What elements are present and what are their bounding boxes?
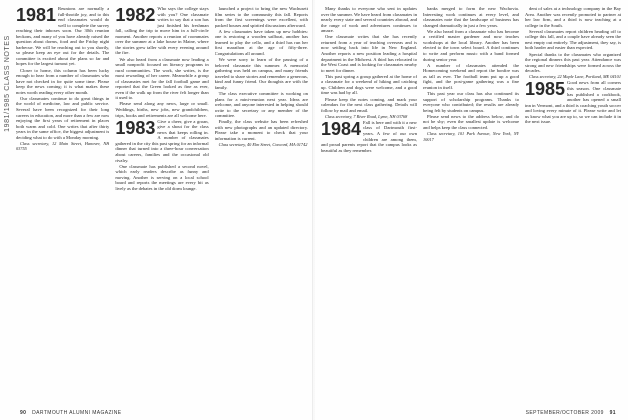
class-note-paragraph xyxy=(215,57,308,90)
class-note-paragraph xyxy=(115,57,208,101)
right-page xyxy=(315,0,628,420)
note-text: Special thanks to the classmates who organized the regional dinners this past year. Attendance was strong and new friendships were formed across the decades. xyxy=(525,51,621,74)
note-text: One classmate writes that she has recently returned from a year of teaching overseas and is now settling back into life in New England. Another reports a new position leading a hospital department in the Midwest. A third has relocated to the West Coast and is looking for classmates nearby to meet for dinner. xyxy=(321,34,417,73)
class-year-entry xyxy=(115,119,208,163)
class-note-paragraph xyxy=(423,29,519,62)
note-text: A few classmates have taken up new hobbies: one is restoring a wooden sailboat, another has learned to play the cello, and a third has run her first marathon at the age of fifty-three. Congratulations all around. xyxy=(214,28,308,56)
class-note-paragraph xyxy=(115,101,208,118)
note-text: dent of sales at a technology company in the Bay Area. Another was recently promoted to partner at her law firm, and a third is now teaching at a college in the South. xyxy=(525,6,621,28)
class-year-entry xyxy=(16,6,109,67)
class-secretary-contact: Class secretary, 22 Maple Lane, Portland, ME 04101 xyxy=(529,74,621,80)
class-year-heading: 1981 xyxy=(16,6,57,25)
note-text: We also heard from a classmate now leading a small nonprofit focused on literacy programs in rural communities. The work, she writes, is the most rewarding of her career. Meanwhile a group of classmates met for the fall football game and reported that the Green looked as fine as ever, even if the walk up from the river felt longer than it used to. xyxy=(115,56,209,101)
note-text: Please send news to the address below, and do not be shy; even the smallest update is welcome and helps keep the class connected. xyxy=(423,113,519,130)
class-note-paragraph xyxy=(321,74,417,96)
class-secretary-contact: Class secretary, 12 Main Street, Hanover, NH 03755 xyxy=(16,140,110,152)
class-note-paragraph xyxy=(423,91,519,113)
note-text: A number of classmates attended the Homecoming weekend and report the bonfire was as tall as ever. The football team put up a good fight, and the post-game gathering was a fine reunion in itself. xyxy=(423,62,519,90)
note-text: We were sorry to learn of the passing of a beloved classmate this summer. A memorial gathering was held on campus, and many friends traveled to share stories and remember a generous, kind and funny friend. Our thoughts are with the family. xyxy=(214,57,308,90)
class-note-paragraph xyxy=(525,52,621,74)
note-text: Please send along any news, large or small. Weddings, births, new jobs, new grandchildren, trips, books and retirements are all welcome here. xyxy=(115,101,209,118)
class-note-paragraph xyxy=(525,6,621,28)
class-year-heading: 1982 xyxy=(115,6,156,25)
class-note-paragraph xyxy=(321,34,417,73)
class-year-heading: 1985 xyxy=(525,79,566,100)
note-text: launched a project to bring the new Wachusett film series to the community this fall. Reports from the first screenings were excellent, with packed houses and spirited discussions afterward. xyxy=(214,6,308,28)
right-folio-title: SEPTEMBER/OCTOBER 2009 xyxy=(525,410,604,416)
note-text: Who says the college stays with you? One classmate writes to say that a son has just finished his freshman fall, calling the trip to move him in a full-circle moment. Another reports a reunion of roommates over the summer at a lake house in Maine, where the stories grew taller with every evening around the fire. xyxy=(115,6,209,56)
right-column-1 xyxy=(321,6,417,404)
left-columns xyxy=(16,6,308,404)
note-text: Several classmates report children heading off to college this fall, and a couple have already seen the nest empty out entirely. The adjustment, they say, is both harder and easier than expected. xyxy=(525,28,621,51)
right-folio xyxy=(526,410,620,416)
class-year-heading: 1983 xyxy=(115,117,156,138)
note-text: The class executive committee is working on plans for a mini-reunion next year. Ideas are welcome, and anyone interested in helping should write to the secretary or any member of the committee. xyxy=(214,90,308,119)
class-note-paragraph xyxy=(423,63,519,91)
note-text: Good news from all corners this season. One classmate has published a cookbook, another has opened a small inn in Vermont, and a third is coaching youth soccer and loving every minute of it. Please write and let us know what you are up to, so we can include it in the next issue. xyxy=(525,80,621,125)
class-note-paragraph xyxy=(16,68,109,96)
class-year-entry xyxy=(115,6,208,56)
class-year-entry xyxy=(525,80,621,124)
left-folio xyxy=(16,410,122,416)
right-page-number: 91 xyxy=(609,410,616,416)
class-secretary-contact: Class secretary, 40 Elm Street, Concord, MA 01742 xyxy=(218,142,308,148)
class-note-paragraph xyxy=(525,29,621,51)
note-text: Reunions are normally a full-throttle joy, and to this end classmates would do well to complete the survey reaching their inboxes soon. Our 30th reunion beckons, and many of you have already raised the question about dorms, food and the Friday night barbecue. We will be reaching out to you shortly, so please keep an eye out for the details. The committee is excited about the plans so far and hopes for the largest turnout yet. xyxy=(16,6,110,67)
class-secretary-contact: Class secretary, 7 River Road, Lyme, NH 03768 xyxy=(325,113,408,119)
class-note-paragraph xyxy=(16,96,109,140)
class-note-paragraph xyxy=(321,6,417,34)
note-text: Please keep the notes coming, and mark your calendars for the next class gathering. Details will follow by mail and email. xyxy=(321,96,417,113)
right-columns xyxy=(321,6,621,404)
note-text: This past year our class has also continued its support of scholarship programs. Thanks to everyone who contributed; the results are already being felt by students on campus. xyxy=(423,90,519,113)
class-note-paragraph xyxy=(321,97,417,114)
class-note-paragraph xyxy=(215,91,308,119)
class-note-paragraph xyxy=(423,114,519,131)
class-year-entry xyxy=(321,120,417,153)
note-text: Give a cheer, give a groan, give a shout for the class news that keeps rolling in. A number of classmates gathered in the city this past spring for an informal dinner that turned into a three-hour conversation about careers, families and the occasional old rivalry. xyxy=(115,118,209,163)
note-text: Our classmates continue to do great things in the world of medicine, law and public service. Several have been recognized for their long careers in education, and more than a few are now enjoying the first years of retirement in places both warm and cold. One writes that after thirty years in the same office, the biggest adjustment is deciding what to do with a Monday morning. xyxy=(16,95,110,140)
class-note-paragraph xyxy=(215,6,308,28)
class-note-paragraph xyxy=(215,119,308,141)
note-text: Closer to home, this column has been lucky enough to hear from a number of classmates who have not checked in for quite some time. Please keep the news coming; it is what makes these notes worth reading every other month. xyxy=(16,67,110,95)
class-note-paragraph xyxy=(423,6,519,28)
left-page-number: 90 xyxy=(20,410,27,416)
section-side-tab xyxy=(0,8,14,158)
left-page xyxy=(0,0,313,420)
left-column-2 xyxy=(115,6,208,404)
note-text: This past spring a group gathered at the home of a classmate for a weekend of hiking and catching up. Children and dogs were welcome, and a good time was had by all. xyxy=(321,73,417,96)
note-text: banks merged to form the new Wachovia. Interesting work continues at every level, and classmates note that the landscape of business has changed dramatically in just a few years. xyxy=(423,6,519,28)
left-column-3 xyxy=(215,6,308,404)
note-text: Fall is here and with it a new class of Dartmouth first-years. A few of our own children are among them, and proud parents report that the campus looks as beautiful as they remember. xyxy=(321,119,417,153)
note-text: Many thanks to everyone who sent in updates over the summer. We have heard from classmates in nearly every state and several countries abroad, and the range of work and adventures continues to amaze. xyxy=(321,6,417,34)
note-text: Finally, the class website has been refreshed with new photographs and an updated directory. Please take a moment to check that your information is current. xyxy=(214,119,308,141)
left-folio-title: DARTMOUTH ALUMNI MAGAZINE xyxy=(32,410,122,416)
note-text: One classmate has published a second novel, which early readers describe as funny and moving. Another is serving on a local school board and reports the meetings are every bit as lively as the debates in the old dorm lounge. xyxy=(115,163,209,191)
left-column-1 xyxy=(16,6,109,404)
class-note-paragraph xyxy=(215,29,308,57)
right-column-2 xyxy=(423,6,519,404)
side-tab-label: 1981/1985 CLASS NOTES xyxy=(3,34,11,132)
class-note-paragraph xyxy=(115,164,208,192)
class-secretary-contact: Class secretary, 101 Park Avenue, New York, NY 10017 xyxy=(423,131,519,142)
right-column-3 xyxy=(525,6,621,404)
note-text: We also heard from a classmate who has become a certified master gardener and now teaches workshops at the local library. Another has been elected to the town select board. A third continues to write and perform music with a band formed during senior year. xyxy=(423,28,519,62)
class-year-heading: 1984 xyxy=(321,118,362,139)
